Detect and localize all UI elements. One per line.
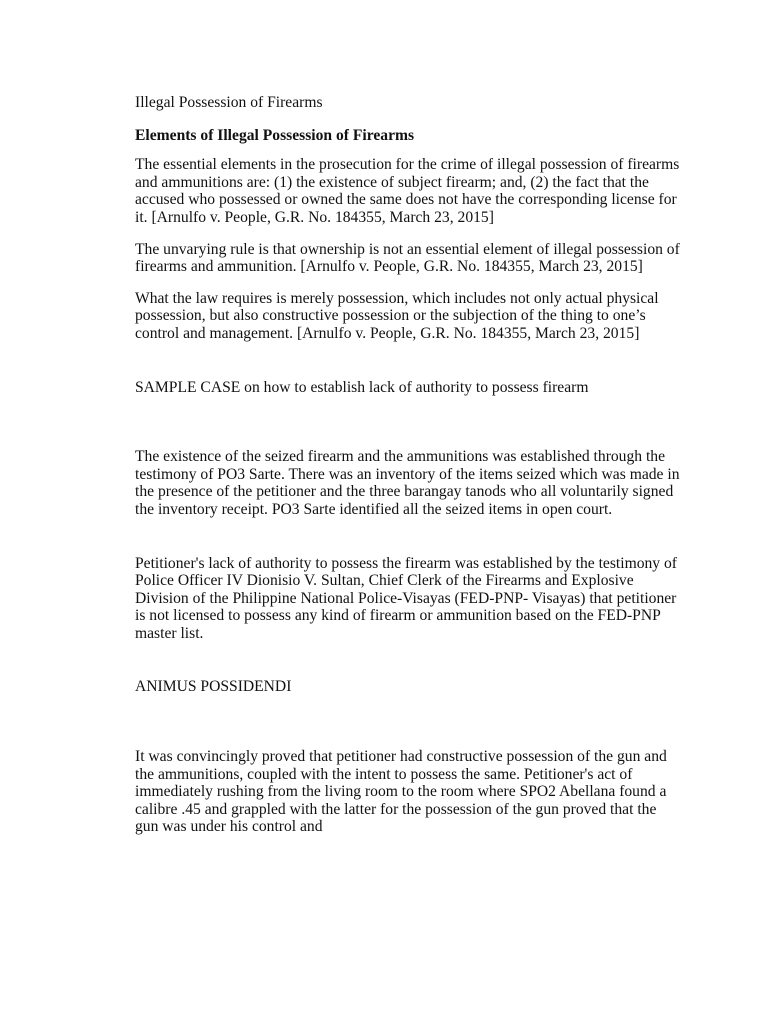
paragraph-lack-of-authority: Petitioner's lack of authority to possess the firearm was established by the testimony of Police Officer IV Dionisio V. Sultan, Chief Clerk of the Firearms and Explosive Division of the Philippine National Police-Visayas (FED-PNP- Visayas) that petitioner is not licensed to possess any kind of firearm or ammunition based on the FED-PNP master list. bbox=[135, 554, 677, 642]
paragraph-seized-firearm: The existence of the seized firearm and the ammunitions was established through the testimony of PO3 Sarte. There was an inventory of the items seized which was made in the presence of the petitioner and the three barangay tanods who all voluntarily signed the inventory receipt. PO3 Sarte identified all the seized items in open court. bbox=[135, 448, 680, 518]
paragraph-possession: What the law requires is merely possession, which includes not only actual physical possession, but also constructive possession or the subjection of the thing to one’s control and management. [Arnulfo v. People, G.R. No. 184355, March 23, 2015] bbox=[135, 289, 659, 342]
paragraph-ownership: The unvarying rule is that ownership is not an essential element of illegal possession of firearms and ammunition. [Arnulfo v. People, G.R. No. 184355, March 23, 2015] bbox=[135, 240, 680, 276]
document-page bbox=[135, 94, 680, 836]
paragraph-elements: The essential elements in the prosecution for the crime of illegal possession of firearms and ammunitions are: (1) the existence of subject firearm; and, (2) the fact that the accused who possessed or owned the same does not have the corresponding license for it. [Arnulfo v. People, G.R. No. 184355, March 23, 2015] bbox=[135, 156, 680, 226]
animus-heading: ANIMUS POSSIDENDI bbox=[135, 678, 292, 696]
elements-heading: Elements of Illegal Possession of Firearms bbox=[135, 126, 415, 144]
paragraph-animus: It was convincingly proved that petitioner had constructive possession of the gun and the ammunitions, coupled with the intent to possess the same. Petitioner's act of immediately rushing from the living room to the room where SPO2 Abellana found a calibre .45 and grappled with the latter for the possession of the gun proved that the gun was under his control and bbox=[135, 748, 667, 836]
sample-case-heading: SAMPLE CASE on how to establish lack of authority to possess firearm bbox=[135, 378, 589, 396]
document-title: Illegal Possession of Firearms bbox=[135, 94, 323, 111]
